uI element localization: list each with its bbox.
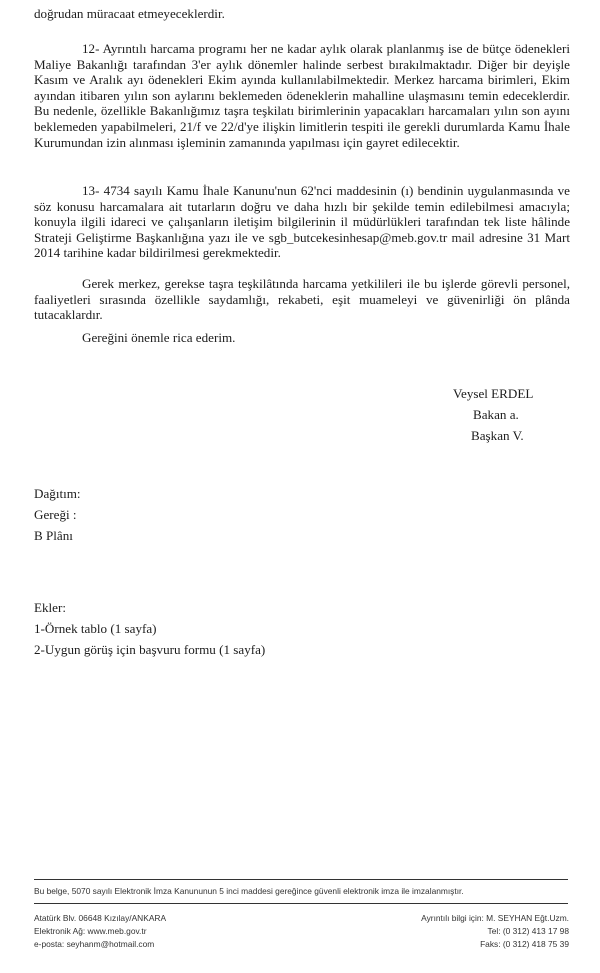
footer-address: Atatürk Blv. 06648 Kızılay/ANKARA <box>34 913 167 923</box>
paragraph-12: 12- Ayrıntılı harcama programı her ne kadar aylık olarak planlanmış ise de bütçe ödenekleri Maliye Bakanlığı tarafından 3'er aylık dönemler halinde serbest bırakılmaktadır. Diğer bir deyişle Kasım ve Aralık ayı ödenekleri Ekim ayında kullanılabilmektedir. Merkez harcama birimleri, Ekim ayından itibaren yılın son aylarını beklemeden ödeneklerin mahalline ulaşmasını temin edeceklerdir. Bu nedenle, özellikle Bakanlığımız taşra teşkilatı birimlerinin yapacakları harcamaları yılın son ayını beklemeden yapabilmeleri, 21/f ve 22/d'ye ilişkin limitlerin tespiti ile gerekli durumlarda Kamu İhale Kurumundan izin alınması işleminin zamanında yapılması için gayret edilecektir. <box>34 41 570 150</box>
footer-fax: Faks: (0 312) 418 75 39 <box>480 939 569 949</box>
signer-title: Bakan a. <box>473 407 519 422</box>
closing-line: Gereğini önemle rica ederim. <box>82 330 236 345</box>
distribution-item: B Plânı <box>34 528 73 543</box>
distribution-item: Gereği : <box>34 507 77 522</box>
opening-line: doğrudan müracaat etmeyeceklerdir. <box>34 6 225 21</box>
footer-divider <box>34 879 568 880</box>
footer-contact: Ayrıntılı bilgi için: M. SEYHAN Eğt.Uzm. <box>421 913 569 923</box>
signer-position: Başkan V. <box>471 428 524 443</box>
attachment-item: 2-Uygun görüş için başvuru formu (1 sayfa) <box>34 642 266 657</box>
distribution-title: Dağıtım: <box>34 486 81 501</box>
footer-tel: Tel: (0 312) 413 17 98 <box>487 926 569 936</box>
attachment-item: 1-Örnek tablo (1 sayfa) <box>34 621 157 636</box>
esign-notice: Bu belge, 5070 sayılı Elektronik İmza Kanununun 5 inci maddesi gereğince güvenli elektronik imza ile imzalanmıştır. <box>34 886 464 896</box>
paragraph-13: 13- 4734 sayılı Kamu İhale Kanunu'nun 62'nci maddesinin (ı) bendinin uygulanmasında ve söz konusu harcamalara ait tutarların doğru ve daha hızlı bir şekilde temin edilebilmesi amacıyla; konuyla ilgili idareci ve çalışanların iletişim bilgilerinin il müdürlükleri tarafından tek liste hâlinde Strateji Geliştirme Başkanlığına yazı ile ve sgb_butcekesinhesap@meb.gov.tr mail adresine 31 Mart 2014 tarihine kadar bildirilmesi gerekmektedir. <box>34 183 570 261</box>
signer-name: Veysel ERDEL <box>453 386 534 401</box>
footer-web: Elektronik Ağ: www.meb.gov.tr <box>34 926 147 936</box>
footer-email: e-posta: seyhanm@hotmail.com <box>34 939 155 949</box>
paragraph-gerek: Gerek merkez, gerekse taşra teşkilâtında harcama yetkilileri ile bu işlerde görevli personel, faaliyetleri sırasında özellikle saydamlığı, rekabeti, eşit muameleyi ve güvenirliği ön plânda tutacaklardır. <box>34 276 570 323</box>
attachments-title: Ekler: <box>34 600 66 615</box>
footer-divider <box>34 903 568 904</box>
